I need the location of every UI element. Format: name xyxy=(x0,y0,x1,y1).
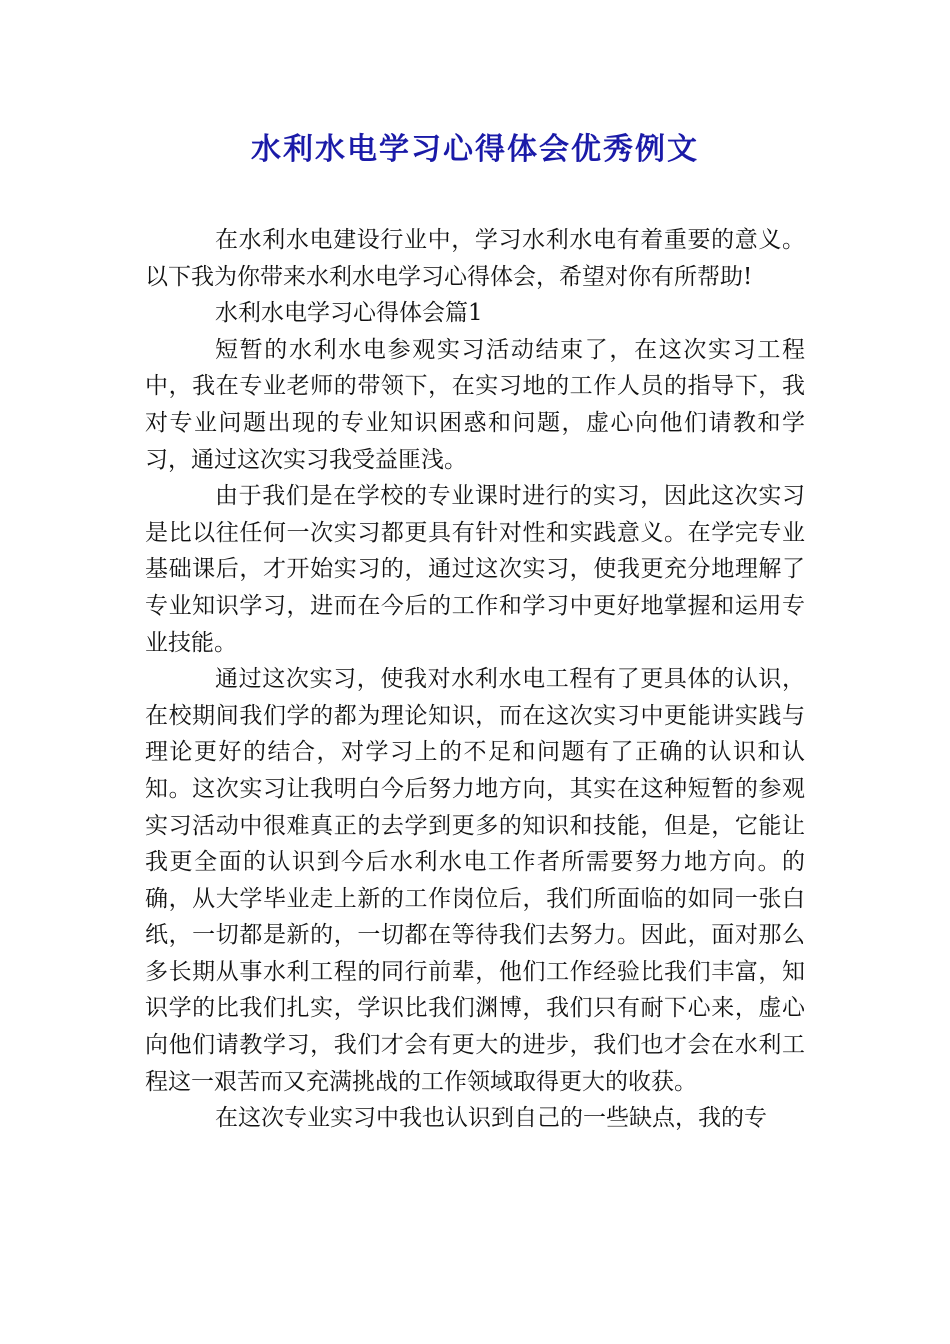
paragraph: 在这次专业实习中我也认识到自己的一些缺点，我的专 xyxy=(215,1105,767,1132)
paragraph-intro: 在水利水电建设行业中，学习水利水电有着重要的意义。以下我为你带来水利水电学习心得体会，希望对你有所帮助! xyxy=(145,227,805,290)
document-body xyxy=(145,222,805,1137)
document-title: 水利水电学习心得体会优秀例文 xyxy=(251,132,699,167)
paragraph: 短暂的水利水电参观实习活动结束了，在这次实习工程中，我在专业老师的带领下，在实习地的工作人员的指导下，我对专业问题出现的专业知识困惑和问题，虚心向他们请教和学习，通过这次实习我受益匪浅。 xyxy=(145,336,805,473)
paragraph: 通过这次实习，使我对水利水电工程有了更具体的认识，在校期间我们学的都为理论知识，而在这次实习中更能讲实践与理论更好的结合，对学习上的不足和问题有了正确的认识和认知。这次实习让我明白今后努力地方向，其实在这种短暂的参观实习活动中很难真正的去学到更多的知识和技能，但是，它能让我更全面的认识到今后水利水电工作者所需要努力地方向。的确，从大学毕业走上新的工作岗位后，我们所面临的如同一张白纸，一切都是新的，一切都在等待我们去努力。因此，面对那么多长期从事水利工程的同行前辈，他们工作经验比我们丰富，知识学的比我们扎实，学识比我们渊博，我们只有耐下心来，虚心向他们请教学习，我们才会有更大的进步，我们也才会在水利工程这一艰苦而又充满挑战的工作领域取得更大的收获。 xyxy=(145,666,805,1095)
section-heading: 水利水电学习心得体会篇1 xyxy=(215,300,483,327)
paragraph: 由于我们是在学校的专业课时进行的实习，因此这次实习是比以往任何一次实习都更具有针对性和实践意义。在学完专业基础课后，才开始实习的，通过这次实习，使我更充分地理解了专业知识学习，进而在今后的工作和学习中更好地掌握和运用专业技能。 xyxy=(145,483,805,656)
